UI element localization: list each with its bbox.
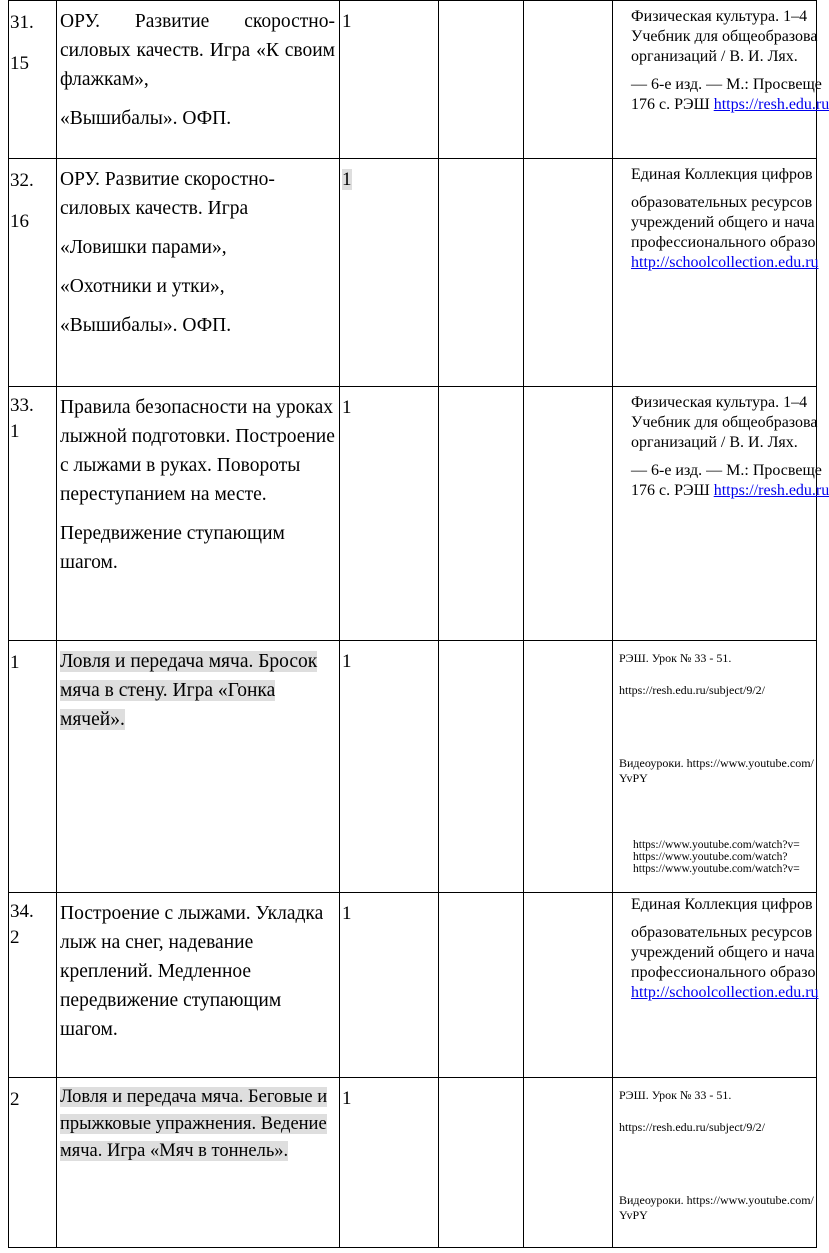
resource-text: образовательных ресурсов xyxy=(631,194,813,211)
hours-cell xyxy=(340,893,439,1078)
empty-cell xyxy=(524,641,613,893)
resource-text: Физическая культура. 1–4 xyxy=(631,394,808,411)
hours-value: 1 xyxy=(342,651,352,672)
lesson-number-cell xyxy=(9,641,57,893)
lesson-number: 1 xyxy=(10,652,20,673)
table-row xyxy=(9,1,817,159)
lesson-topic-text: Передвижение ступающим шагом. xyxy=(60,523,285,573)
lesson-topic-text: ОРУ. Развитие скоростно-силовых качеств. Игра xyxy=(60,169,275,219)
empty-cell xyxy=(439,893,524,1078)
lesson-number: 32. xyxy=(10,170,34,191)
lesson-number-cell xyxy=(9,387,57,641)
resource-text: YvPY xyxy=(619,771,648,785)
empty-cell xyxy=(524,387,613,641)
hours-value: 1 xyxy=(342,397,352,418)
resource-text: Учебник для общеобразова xyxy=(631,414,818,431)
hours-cell xyxy=(340,1,439,159)
resource-text: Физическая культура. 1–4 xyxy=(631,8,808,25)
resource-text: https://www.youtube.com/watch? xyxy=(633,851,788,863)
resource-text: Учебник для общеобразова xyxy=(631,28,818,45)
resource-text: РЭШ. Урок № 33 - 51. xyxy=(619,1088,732,1102)
resource-text: Видеоуроки. https://www.youtube.com/ xyxy=(619,1193,814,1207)
lesson-topic-text: «Вышибалы». ОФП. xyxy=(60,315,232,336)
table-row xyxy=(9,387,817,641)
hours-value: 1 xyxy=(342,169,352,190)
table-row xyxy=(9,159,817,387)
lesson-number: 31. xyxy=(10,12,34,33)
lesson-number: 33. xyxy=(10,395,34,416)
resource-text: учреждений общего и нача xyxy=(631,214,815,231)
empty-cell xyxy=(439,387,524,641)
resources-cell xyxy=(613,387,829,641)
lesson-subnumber: 15 xyxy=(10,53,29,74)
resource-text: учреждений общего и нача xyxy=(631,944,815,961)
resource-text: организаций / В. И. Лях. xyxy=(631,48,798,65)
resources-cell xyxy=(613,1,829,159)
empty-cell xyxy=(439,159,524,387)
resources-cell xyxy=(613,1078,817,1248)
lesson-topic-text: ОРУ. Развитие скоростно-силовых качеств. Игра «К своим флажкам», xyxy=(60,11,335,90)
resource-text: профессионального образо xyxy=(631,234,816,251)
lesson-topic-text: «Вышибалы». ОФП. xyxy=(60,108,232,129)
resh-link[interactable]: https://resh.edu.ru xyxy=(713,96,829,113)
empty-cell xyxy=(524,1078,613,1248)
hours-cell xyxy=(340,641,439,893)
empty-cell xyxy=(524,1,613,159)
empty-cell xyxy=(439,641,524,893)
lesson-topic-text: «Охотники и утки», xyxy=(60,276,225,297)
lesson-number: 2 xyxy=(10,1089,20,1110)
resource-text: https://resh.edu.ru/subject/9/2/ xyxy=(619,683,765,697)
resources-cell xyxy=(613,641,817,893)
hours-value: 1 xyxy=(342,1088,352,1109)
resource-text: https://www.youtube.com/watch?v= xyxy=(633,863,800,875)
lesson-number-cell xyxy=(9,1078,57,1248)
table-row xyxy=(9,893,817,1078)
lesson-topic-text: «Ловишки парами», xyxy=(60,237,227,258)
resource-text: профессионального образо xyxy=(631,964,816,981)
schoolcollection-link[interactable]: http://schoolcollection.edu.ru xyxy=(631,254,819,271)
hours-value: 1 xyxy=(342,903,352,924)
resource-text: Единая Коллекция цифров xyxy=(631,896,813,913)
lesson-topic-cell xyxy=(57,1078,340,1248)
lesson-subnumber: 16 xyxy=(10,211,29,232)
resources-cell xyxy=(613,159,817,387)
table-row xyxy=(9,641,817,893)
hours-cell xyxy=(340,387,439,641)
hours-value: 1 xyxy=(342,11,352,32)
resource-text: YvPY xyxy=(619,1208,648,1222)
table-row xyxy=(9,1078,817,1248)
lesson-topic-cell xyxy=(57,1,340,159)
lesson-topic-text: Ловля и передача мяча. Бросок мяча в стену. Игра «Гонка мячей». xyxy=(60,651,318,730)
resource-text: https://resh.edu.ru/subject/9/2/ xyxy=(619,1120,765,1134)
resource-text: https://www.youtube.com/watch?v= xyxy=(633,839,800,851)
empty-cell xyxy=(524,159,613,387)
resource-text: 176 с. РЭШ xyxy=(631,96,714,113)
schoolcollection-link[interactable]: http://schoolcollection.edu.ru xyxy=(631,984,819,1001)
resource-text: — 6-е изд. — М.: Просвеще xyxy=(631,76,822,93)
lesson-topic-text: Построение с лыжами. Укладка лыж на снег, надевание креплений. Медленное передвижение ступающим шагом. xyxy=(60,903,324,1040)
lesson-number-cell xyxy=(9,893,57,1078)
resource-text: Единая Коллекция цифров xyxy=(631,166,813,183)
empty-cell xyxy=(439,1,524,159)
lesson-subnumber: 2 xyxy=(10,927,20,948)
hours-cell xyxy=(340,159,439,387)
lesson-topic-text: Ловля и передача мяча. Беговые и прыжковые упражнения. Ведение мяча. Игра «Мяч в тоннель». xyxy=(60,1087,328,1161)
lesson-topic-cell xyxy=(57,159,340,387)
lesson-topic-cell xyxy=(57,641,340,893)
lesson-topic-cell xyxy=(57,387,340,641)
hours-cell xyxy=(340,1078,439,1248)
resource-text: — 6-е изд. — М.: Просвеще xyxy=(631,462,822,479)
lesson-number-cell xyxy=(9,1,57,159)
resh-link[interactable]: https://resh.edu.ru xyxy=(713,482,829,499)
resource-text: 176 с. РЭШ xyxy=(631,482,714,499)
lesson-number-cell xyxy=(9,159,57,387)
lesson-topic-cell xyxy=(57,893,340,1078)
resource-text: РЭШ. Урок № 33 - 51. xyxy=(619,651,732,665)
resource-text: организаций / В. И. Лях. xyxy=(631,434,798,451)
lesson-topic-text: Правила безопасности на уроках лыжной подготовки. Построение с лыжами в руках. Повороты переступанием на месте. xyxy=(60,397,335,505)
lesson-subnumber: 1 xyxy=(10,421,20,442)
lesson-plan-table xyxy=(8,0,829,1248)
empty-cell xyxy=(524,893,613,1078)
resources-cell xyxy=(613,893,817,1078)
resource-text: Видеоуроки. https://www.youtube.com/ xyxy=(619,756,814,770)
resource-text: образовательных ресурсов xyxy=(631,924,813,941)
empty-cell xyxy=(439,1078,524,1248)
lesson-number: 34. xyxy=(10,901,34,922)
